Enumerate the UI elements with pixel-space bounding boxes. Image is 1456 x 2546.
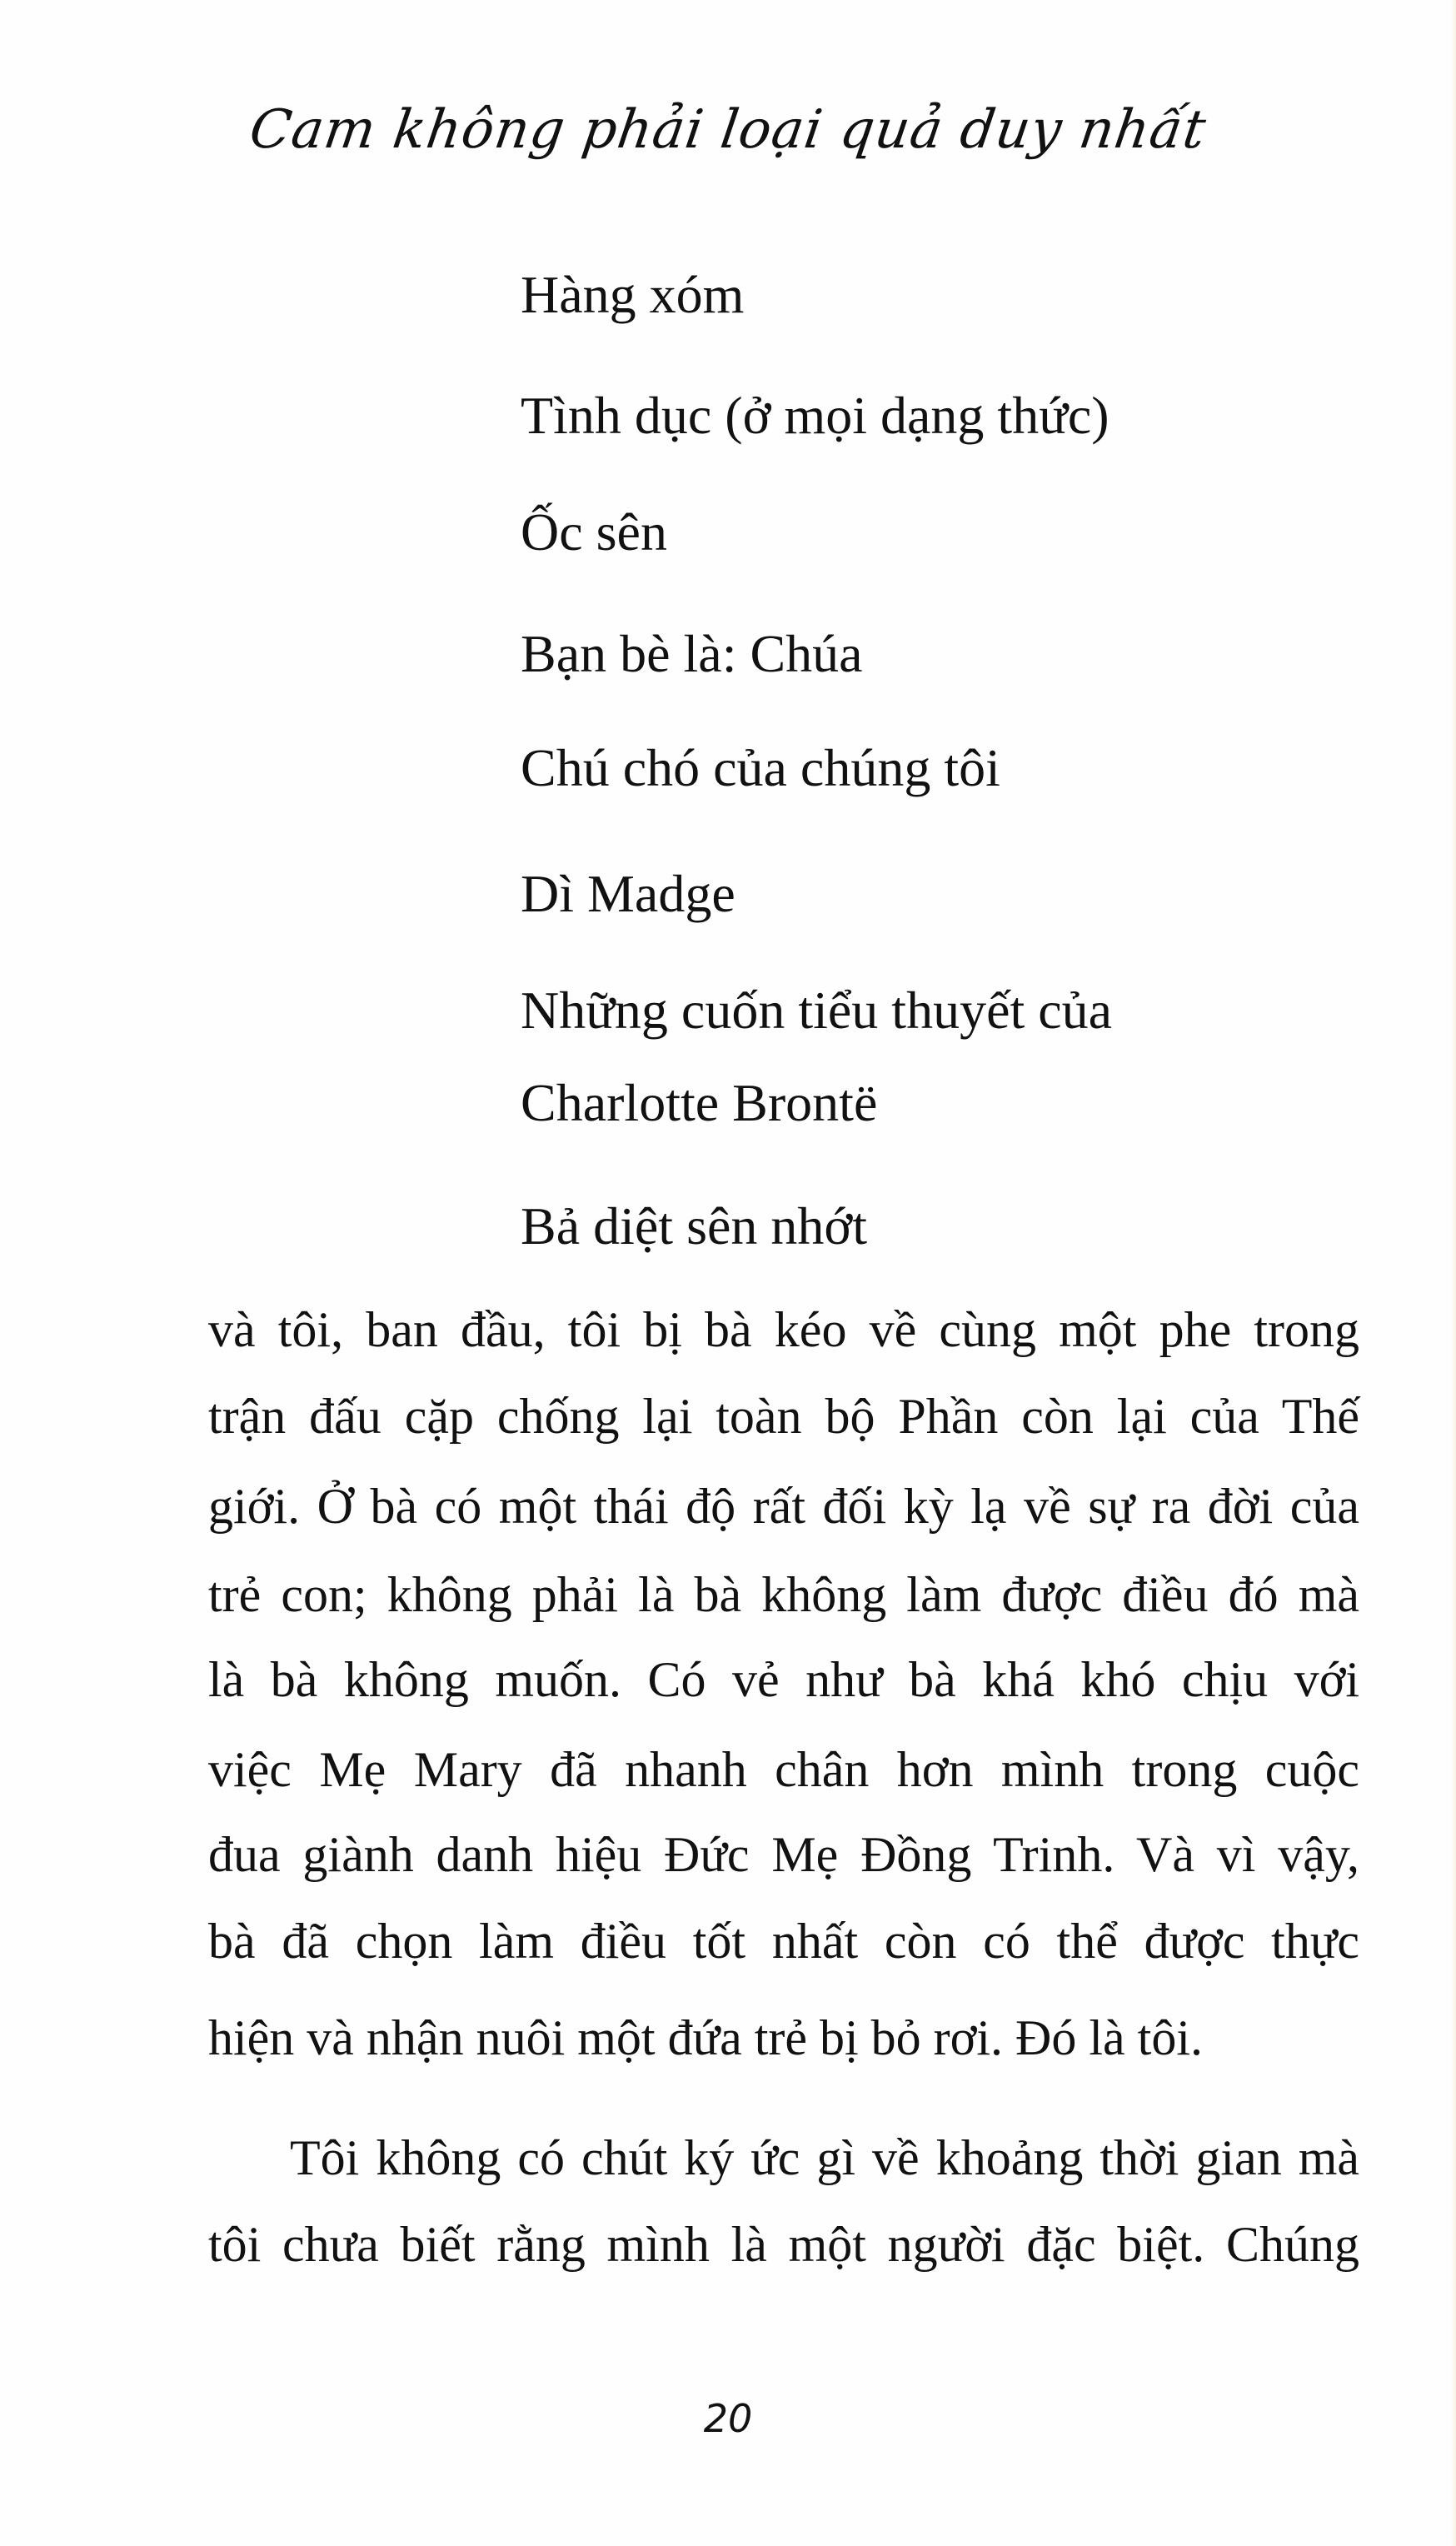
running-header: Cam không phải loại quả duy nhất <box>246 99 1210 161</box>
list-item: Ốc sên <box>521 502 667 562</box>
text-line: đua giành danh hiệu Đức Mẹ Đồng Trinh. Và vì vậy, <box>208 1827 1359 1882</box>
text-line: trẻ con; không phải là bà không làm được điều đó mà <box>208 1567 1359 1622</box>
list-item-continuation: Charlotte Brontë <box>521 1073 878 1132</box>
text-line: việc Mẹ Mary đã nhanh chân hơn mình trong cuộc <box>208 1742 1359 1797</box>
text-line: là bà không muốn. Có vẻ như bà khá khó chịu với <box>208 1652 1359 1707</box>
list-item: Bả diệt sên nhớt <box>521 1196 867 1256</box>
list-item: Bạn bè là: Chúa <box>521 624 863 683</box>
list-item: Tình dục (ở mọi dạng thức) <box>521 386 1109 445</box>
list-item: Dì Madge <box>521 864 735 923</box>
list-item: Những cuốn tiểu thuyết của <box>521 981 1113 1040</box>
page-edge <box>1451 0 1456 2546</box>
page-number: 20 <box>703 2396 753 2441</box>
list-item: Hàng xóm <box>521 265 745 324</box>
text-line: tôi chưa biết rằng mình là một người đặc biệt. Chúng <box>208 2217 1359 2272</box>
text-line: hiện và nhận nuôi một đứa trẻ bị bỏ rơi. Đó là tôi. <box>208 2010 1204 2065</box>
text-line: và tôi, ban đầu, tôi bị bà kéo về cùng một phe trong <box>208 1302 1359 1357</box>
text-line: trận đấu cặp chống lại toàn bộ Phần còn lại của Thế <box>208 1389 1359 1444</box>
text-line: Tôi không có chút ký ức gì về khoảng thời gian mà <box>290 2130 1359 2185</box>
text-line: giới. Ở bà có một thái độ rất đối kỳ lạ về sự ra đời của <box>208 1479 1359 1534</box>
text-line: bà đã chọn làm điều tốt nhất còn có thể được thực <box>208 1914 1359 1969</box>
list-item: Chú chó của chúng tôi <box>521 738 1000 797</box>
